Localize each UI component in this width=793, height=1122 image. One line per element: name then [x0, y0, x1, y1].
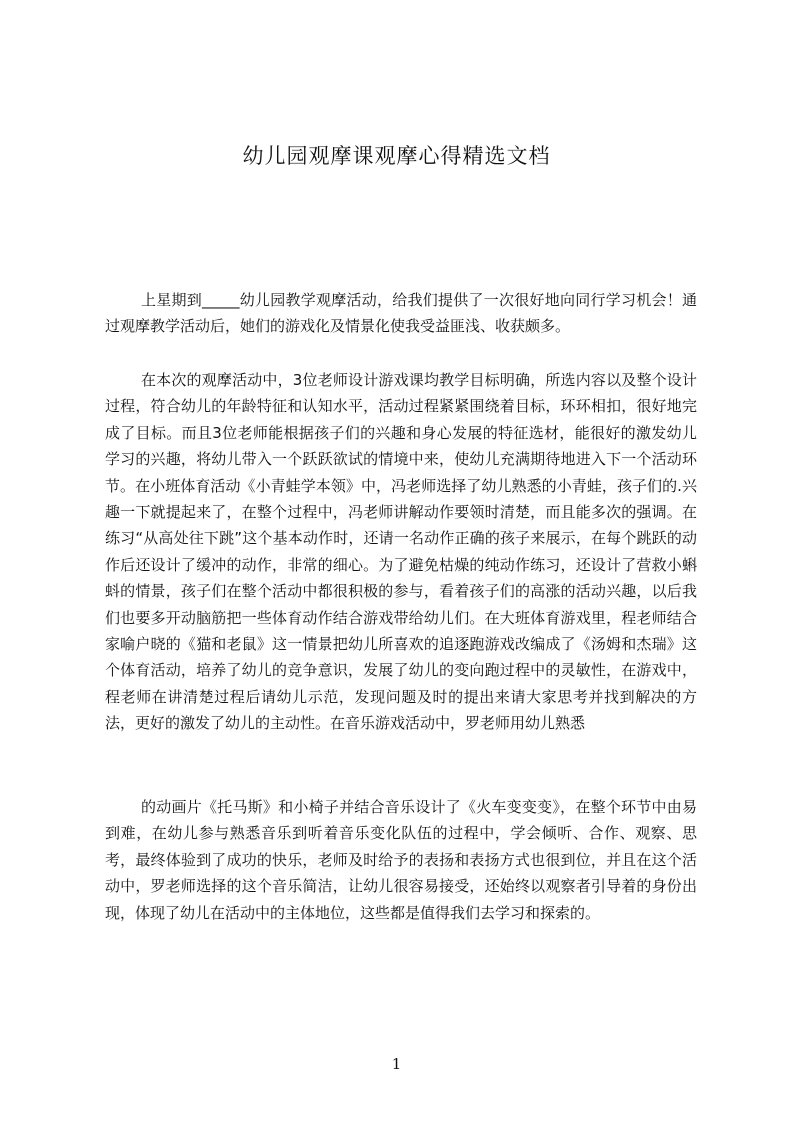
paragraph-observation: 在本次的观摩活动中，3位老师设计游戏课均教学目标明确，所选内容以及整个设计过程，符合幼儿的年龄特征和认知水平，活动过程紧紧围绕着目标，环环相扣，很好地完成了目标。而且3位老师能根据孩子们的兴趣和身心发展的特征选材，能很好的激发幼儿学习的兴趣，将幼儿带入一个跃跃欲试的情境中来，使幼儿充满期待地进入下一个活动环节。在小班体育活动《小青蛙学本领》中，冯老师选择了幼儿熟悉的小青蛙，孩子们的.兴趣一下就提起来了，在整个过程中，冯老师讲解动作要领时清楚，而且能多次的强调。在练习“从高处往下跳”这个基本动作时，还请一名动作正确的孩子来展示，在每个跳跃的动作后还设计了缓冲的动作，非常的细心。为了避免枯燥的纯动作练习，还设计了营救小蝌蚪的情景，孩子们在整个活动中都很积极的参与，看着孩子们的高涨的活动兴趣，以后我们也要多开动脑筋把一些体育动作结合游戏带给幼儿们。在大班体育游戏里，程老师结合家喻户晓的《猫和老鼠》这一情景把幼儿所喜欢的追逐跑游戏改编成了《汤姆和杰瑞》这个体育活动，培养了幼儿的竞争意识，发展了幼儿的变向跑过程中的灵敏性，在游戏中，程老师在讲清楚过程后请幼儿示范，发现问题及时的提出来请大家思考并找到解决的方法，更好的激发了幼儿的主动性。在音乐游戏活动中，罗老师用幼儿熟悉	[105, 371, 697, 733]
paragraph-music-activity: 的动画片《托马斯》和小椅子并结合音乐设计了《火车变变变》，在整个环节中由易到难，在幼儿参与熟悉音乐到听着音乐变化队伍的过程中，学会倾听、合作、观察、思考，最终体验到了成功的快乐，老师及时给予的表扬和表扬方式也很到位，并且在这个活动中，罗老师选择的这个音乐简洁，让幼儿很容易接受，还始终以观察者引导着的身份出现，体现了幼儿在活动中的主体地位，这些都是值得我们去学习和探索的。	[105, 798, 697, 922]
page-number: 1	[391, 1055, 402, 1073]
paragraph-intro: 上星期到_____幼儿园教学观摩活动，给我们提供了一次很好地向同行学习机会！通过观摩教学活动后，她们的游戏化及情景化使我受益匪浅、收获颇多。	[105, 291, 697, 336]
document-title: 幼儿园观摩课观摩心得精选文档	[242, 144, 551, 168]
